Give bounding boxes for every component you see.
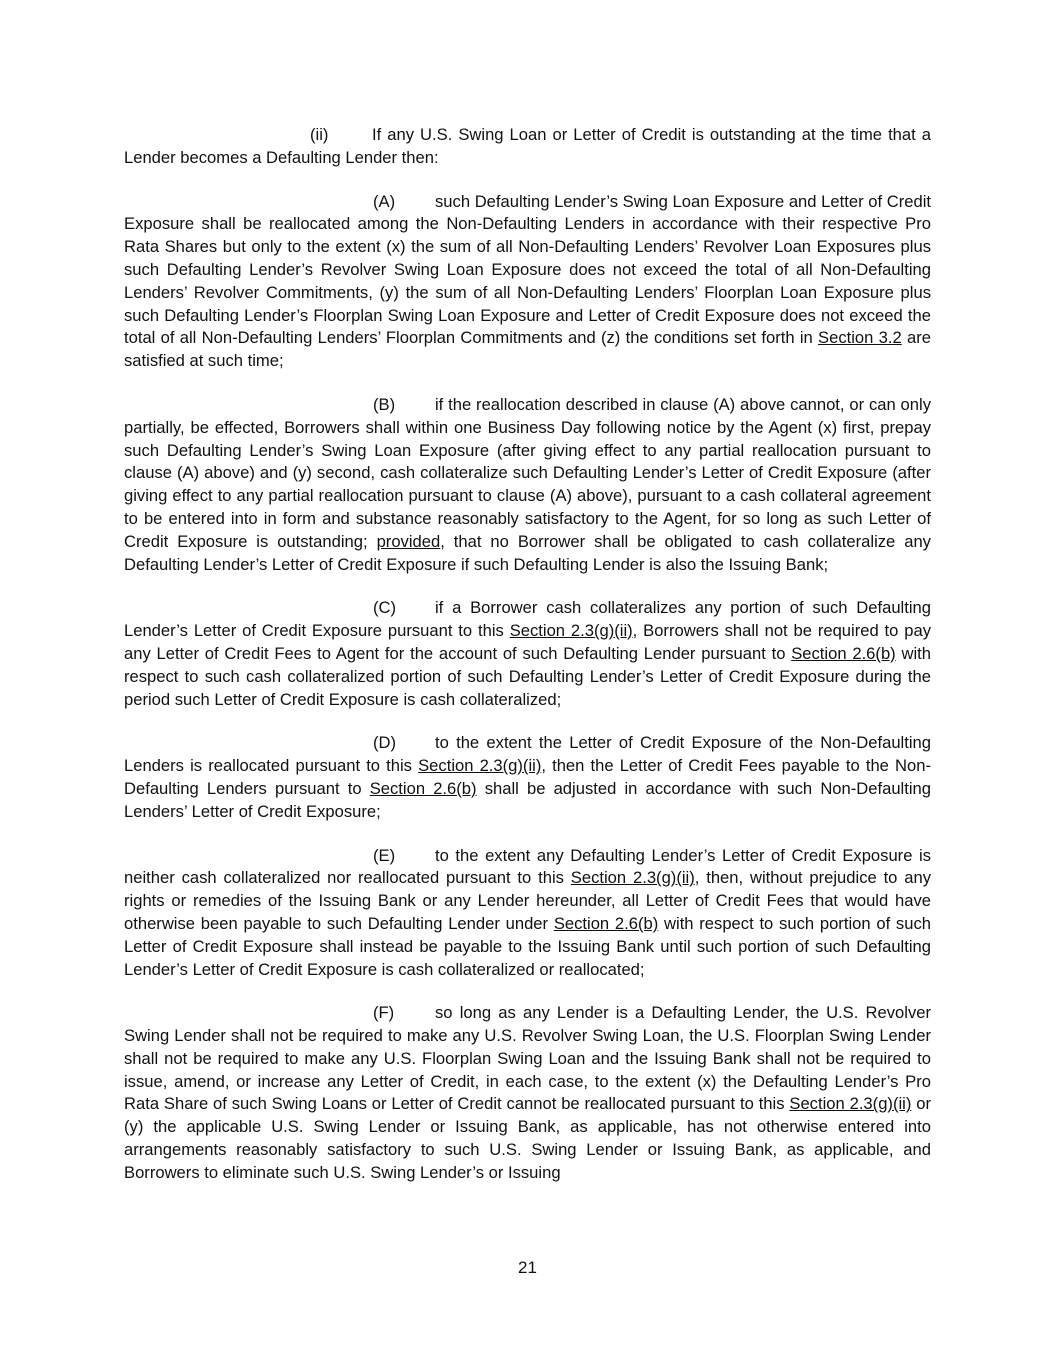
paragraph-label: (F) — [373, 1003, 395, 1023]
page-number: 21 — [518, 1258, 537, 1277]
paragraph-text: with respect to such cash collateralized portion of such Defaulting Lender’s Letter of Credit Exposure during the period such Letter of Credit Exposure is cash collateralized; — [124, 643, 931, 709]
section-reference: Section 2.3(g)(ii) — [789, 1094, 912, 1114]
paragraph-a — [124, 191, 931, 373]
document-page — [124, 124, 931, 1206]
paragraph-d — [124, 732, 931, 823]
paragraph-text: , Borrowers shall not be required to pay any Letter of Credit Fees to Agent for the account of such Defaulting Lender pursuant to — [124, 621, 932, 663]
paragraph-text: such Defaulting Lender’s Swing Loan Exposure and Letter of Credit Exposure shall be reallocated among the Non-Defaulting Lenders in accordance with their respective Pro Rata Shares but only to the extent (x) the sum of all Non-Defaulting Lenders’ Revolver Loan Exposures plus such Defaulting Lender’s Revolver Swing Loan Exposure does not exceed the total of all Non-Defaulting Lenders’ Revolver Commitments, (y) the sum of all Non-Defaulting Lenders’ Floorplan Loan Exposure plus such Defaulting Lender’s Floorplan Swing Loan Exposure and Letter of Credit Exposure does not exceed the total of all Non-Defaulting Lenders’ Floorplan Commitments and (z) the conditions set forth in — [124, 191, 931, 348]
paragraph-ii — [124, 124, 931, 170]
paragraph-label: (C) — [373, 598, 397, 618]
section-reference: Section 2.3(g)(ii) — [570, 868, 695, 888]
paragraph-text: to the extent the Letter of Credit Exposure of the Non-Defaulting Lenders is reallocated pursuant to this — [124, 733, 931, 776]
paragraph-label: (ii) — [310, 125, 329, 144]
paragraph-text: , then the Letter of Credit Fees payable to the Non-Defaulting Lenders pursuant to — [124, 756, 931, 798]
paragraph-label: (A) — [373, 191, 396, 211]
paragraph-label: (E) — [373, 845, 396, 865]
paragraph-b — [124, 394, 931, 576]
paragraph-text: If any U.S. Swing Loan or Letter of Credit is outstanding at the time that a Lender becomes a Defaulting Lender then: — [124, 125, 931, 167]
section-reference: Section 2.6(b) — [553, 913, 659, 933]
paragraph-text: shall be adjusted in accordance with such Non-Defaulting Lenders’ Letter of Credit Exposure; — [124, 778, 931, 821]
paragraph-text: if the reallocation described in clause (A) above cannot, or can only partially, be effected, Borrowers shall within one Business Day following notice by the Agent (x) first, prepay such Defaulting Lender’s Swing Loan Exposure (after giving effect to any partial reallocation pursuant to clause (A) above) and (y) second, cash collateralize such Defaulting Lender’s Letter of Credit Exposure (after giving effect to any partial reallocation pursuant to clause (A) above), pursuant to a cash collateral agreement to be entered into in form and substance reasonably satisfactory to the Agent, for so long as such Letter of Credit Exposure is outstanding; — [124, 394, 931, 551]
paragraph-f — [124, 1002, 931, 1184]
paragraph-label: (D) — [373, 733, 397, 753]
paragraph-text: , that no Borrower shall be obligated to cash collateralize any Defaulting Lender’s Letter of Credit Exposure if such Defaulting Lender is also the Issuing Bank; — [124, 531, 931, 574]
section-reference: Section 2.3(g)(ii) — [418, 756, 542, 776]
paragraph-label: (B) — [373, 394, 396, 414]
paragraph-text: or (y) the applicable U.S. Swing Lender or Issuing Bank, as applicable, has not otherwise entered into arrangements reasonably satisfactory to such U.S. Swing Lender or Issuing Bank, as applicable, and Borrowers to eliminate such U.S. Swing Lender’s or Issuing — [124, 1094, 931, 1182]
paragraph-c — [124, 597, 931, 711]
paragraph-text: are satisfied at such time; — [124, 328, 932, 371]
section-reference: Section 2.3(g)(ii) — [509, 621, 633, 641]
section-reference: Section 3.2 — [818, 328, 902, 348]
paragraph-e — [124, 845, 931, 982]
section-reference: Section 2.6(b) — [791, 643, 896, 663]
paragraph-text: , then, without prejudice to any rights or remedies of the Issuing Bank or any Lender hereunder, all Letter of Credit Fees that would have otherwise been payable to such Defaulting Lender under — [124, 868, 932, 933]
paragraph-text: with respect to such portion of such Letter of Credit Exposure shall instead be payable to the Issuing Bank until such portion of such Defaulting Lender’s Letter of Credit Exposure is cash collateralized or reallocated; — [124, 913, 931, 979]
paragraph-text: so long as any Lender is a Defaulting Lender, the U.S. Revolver Swing Lender shall not be required to make any U.S. Revolver Swing Loan, the U.S. Floorplan Swing Lender shall not be required to make any U.S. Floorplan Swing Loan and the Issuing Bank shall not be required to issue, amend, or increase any Letter of Credit, in each case, to the extent (x) the Defaulting Lender’s Pro Rata Share of such Swing Loans or Letter of Credit cannot be reallocated pursuant to this — [124, 1003, 931, 1114]
section-reference: Section 2.6(b) — [369, 778, 477, 798]
paragraph-text: to the extent any Defaulting Lender’s Letter of Credit Exposure is neither cash collateralized nor reallocated pursuant to this — [124, 845, 931, 888]
paragraph-text: if a Borrower cash collateralizes any portion of such Defaulting Lender’s Letter of Credit Exposure pursuant to this — [124, 598, 931, 641]
provided-term: provided — [376, 531, 441, 551]
